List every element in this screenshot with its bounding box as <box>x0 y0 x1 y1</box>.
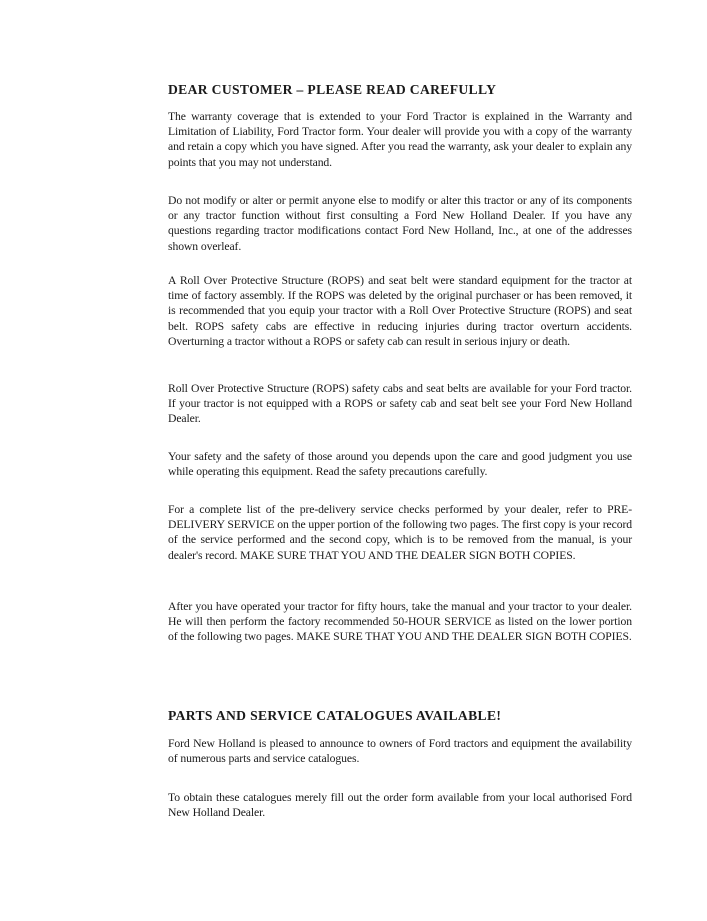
rops-availability-paragraph: Roll Over Protective Structure (ROPS) safety cabs and seat belts are available for your Ford tractor. If your tractor is not equipped with a ROPS or safety cab and seat belt see your Ford New Holland Dealer. <box>168 382 632 426</box>
parts-catalogues-heading: PARTS AND SERVICE CATALOGUES AVAILABLE! <box>168 708 502 723</box>
safety-paragraph: Your safety and the safety of those around you depends upon the care and good judgment you use while operating this equipment. Read the safety precautions carefully. <box>168 450 632 479</box>
catalogues-announcement-paragraph: Ford New Holland is pleased to announce to owners of Ford tractors and equipment the availability of numerous parts and service catalogues. <box>168 737 632 766</box>
rops-standard-paragraph: A Roll Over Protective Structure (ROPS) and seat belt were standard equipment for the tractor at time of factory assembly. If the ROPS was deleted by the original purchaser or has been removed, it is recommended that you equip your tractor with a Roll Over Protective Structure (ROPS) and seat belt. ROPS safety cabs are effective in reducing injuries during tractor overturn accidents. Overturning a tractor without a ROPS or safety cab can result in serious injury or death. <box>168 274 632 348</box>
fifty-hour-service-paragraph: After you have operated your tractor for fifty hours, take the manual and your tractor to your dealer. He will then perform the factory recommended 50-HOUR SERVICE as listed on the lower portion of the following two pages. MAKE SURE THAT YOU AND THE DEALER SIGN BOTH COPIES. <box>168 600 632 644</box>
catalogue-order-paragraph: To obtain these catalogues merely fill out the order form available from your local authorised Ford New Holland Dealer. <box>168 791 632 820</box>
dear-customer-heading: DEAR CUSTOMER – PLEASE READ CAREFULLY <box>168 82 497 97</box>
pre-delivery-paragraph: For a complete list of the pre-delivery service checks performed by your dealer, refer to PRE-DELIVERY SERVICE on the upper portion of the following two pages. The first copy is your record of the service performed and the second copy, which is to be removed from the manual, is your dealer's record. MAKE SURE THAT YOU AND THE DEALER SIGN BOTH COPIES. <box>168 503 632 562</box>
warranty-paragraph: The warranty coverage that is extended to your Ford Tractor is explained in the Warranty and Limitation of Liability, Ford Tractor form. Your dealer will provide you with a copy of the warranty and retain a copy which you have signed. After you read the warranty, ask your dealer to explain any points that you may not understand. <box>168 110 632 169</box>
modification-paragraph: Do not modify or alter or permit anyone else to modify or alter this tractor or any of its components or any tractor function without first consulting a Ford New Holland Dealer. If you have any questions regarding tractor modifications contact Ford New Holland, Inc., at one of the addresses shown overleaf. <box>168 194 632 253</box>
